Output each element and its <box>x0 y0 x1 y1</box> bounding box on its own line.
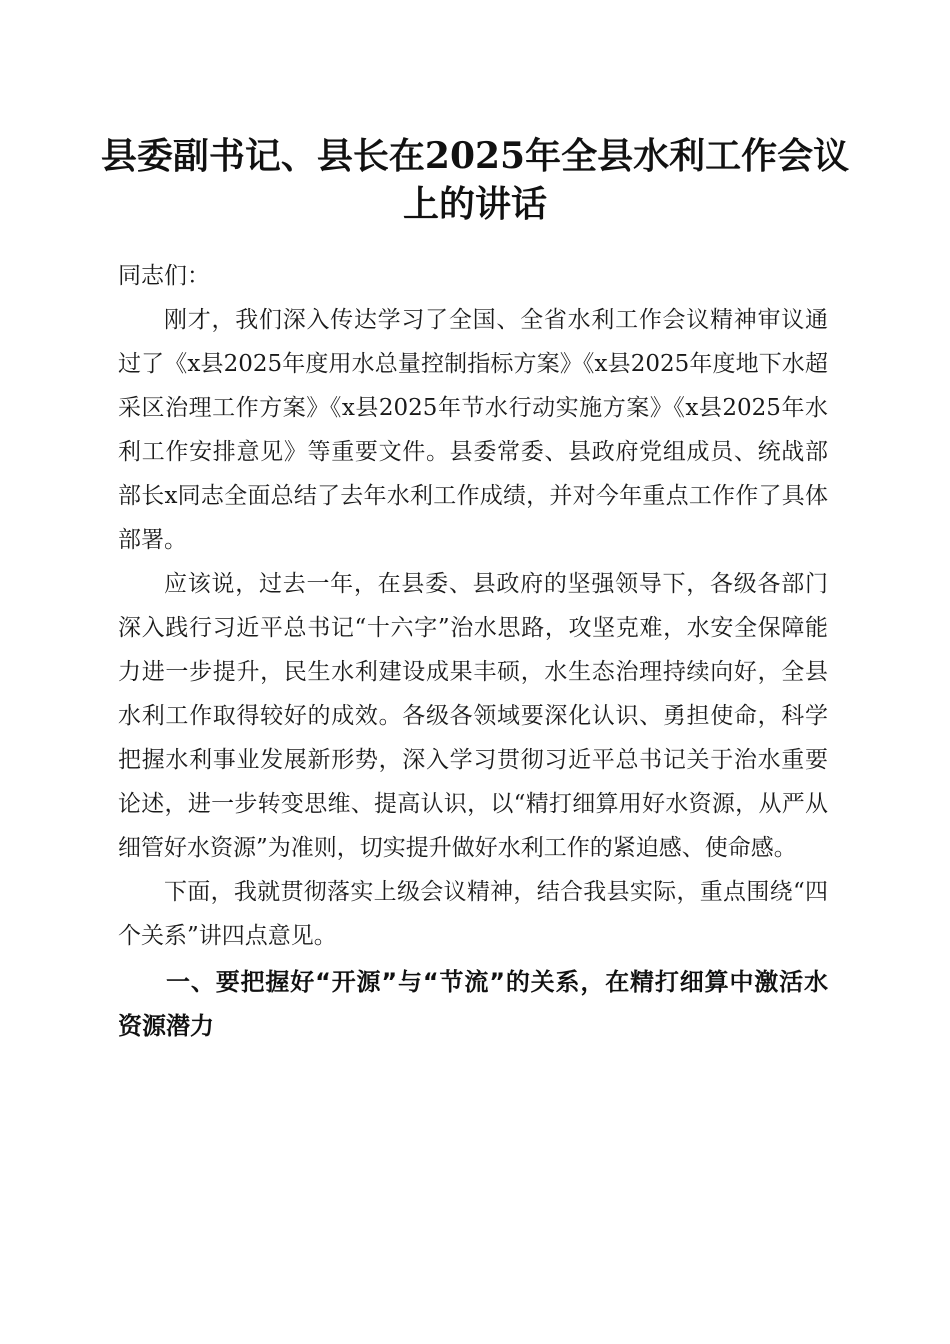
paragraph-3: 下面，我就贯彻落实上级会议精神，结合我县实际，重点围绕“四个关系”讲四点意见。 <box>118 879 828 949</box>
document-body <box>118 254 828 1048</box>
paragraph-2: 应该说，过去一年，在县委、县政府的坚强领导下，各级各部门深入践行习近平总书记“十六字”治水思路，攻坚克难，水安全保障能力进一步提升，民生水利建设成果丰硕，水生态治理持续向好，全县水利工作取得较好的成效。各级各领域要深化认识、勇担使命，科学把握水利事业发展新形势，深入学习贯彻习近平总书记关于治水重要论述，进一步转变思维、提高认识，以“精打细算用好水资源，从严从细管好水资源”为准则，切实提升做好水利工作的紧迫感、使命感。 <box>118 571 828 861</box>
section-heading: 一、要把握好“开源”与“节流”的关系，在精打细算中激活水资源潜力 <box>118 968 828 1040</box>
salutation: 同志们： <box>118 263 210 289</box>
paragraph-1: 刚才，我们深入传达学习了全国、全省水利工作会议精神审议通过了《x县2025年度用水总量控制指标方案》《x县2025年度地下水超采区治理工作方案》《x县2025年节水行动实施方案》《x县2025年水利工作安排意见》等重要文件。县委常委、县政府党组成员、统战部部长x同志全面总结了去年水利工作成绩，并对今年重点工作作了具体部署。 <box>118 307 828 553</box>
document-title: 县委副书记、县长在2025年全县水利工作会议上的讲话 <box>100 135 850 225</box>
